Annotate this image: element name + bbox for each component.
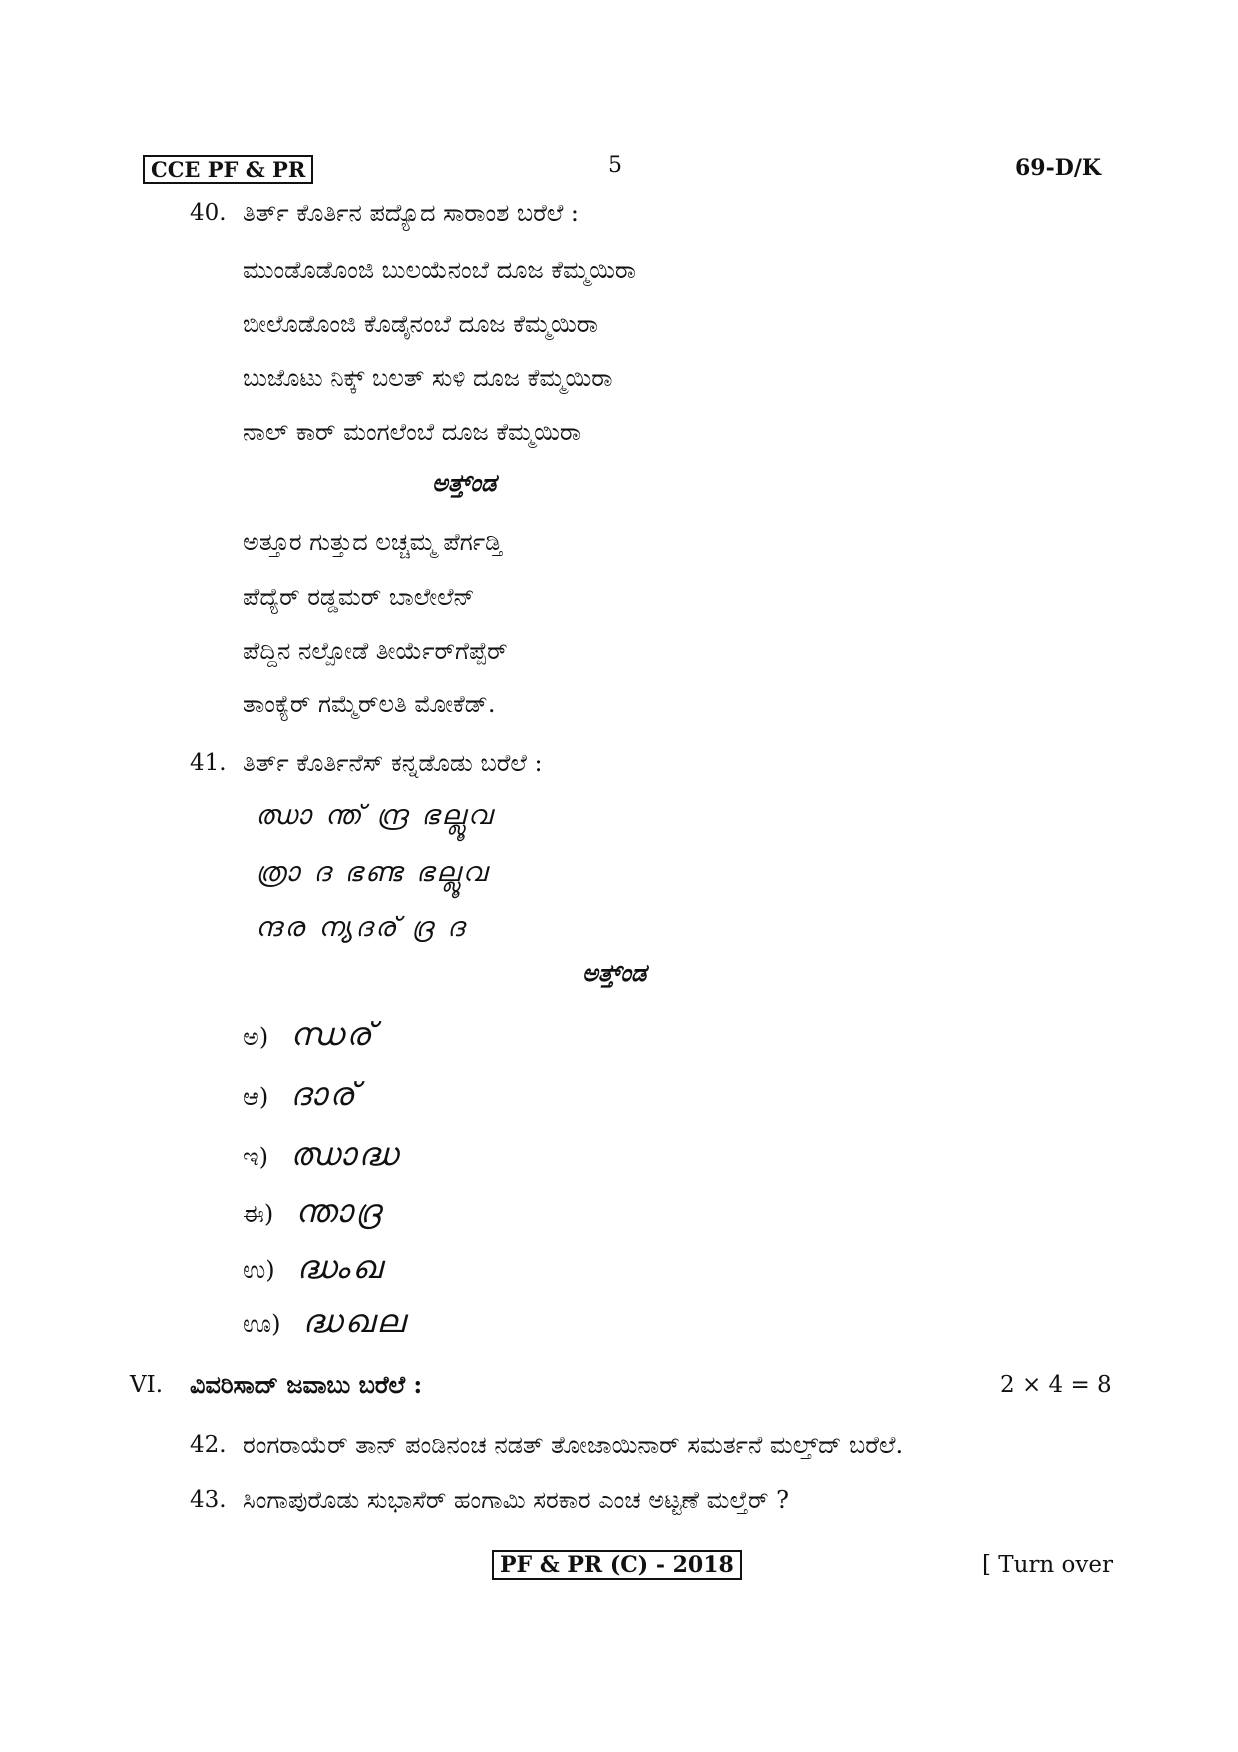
section-marks: 2 × 4 = 8 [1000,1372,1112,1398]
option-label: ಅ) [243,1023,269,1051]
option-label: ಈ) [243,1200,274,1228]
option-text: ദ്ധംഖ [296,1248,385,1286]
q40-alt-line: ಪೆದ್ದಿನ ನಲ್ಪೋಡೆ ತೀರ್ಯೆರ್‌ಗೆಪ್ಪೆರ್ [243,637,508,665]
option-text: ഝാദ്ധ [289,1135,401,1173]
q40-poem-line: ಬೀಲೊಡೊಂಜಿ ಕೊಡೈನಂಬೆ ದೂಜ ಕೆಮ್ಮಯಿರಾ [243,310,598,338]
section-roman: VI. [130,1372,164,1398]
section-title: ವಿವರಿಸಾದ್ ಜವಾಬು ಬರೆಲೆ : [190,1370,423,1399]
option-text: ദാര് [290,1075,358,1113]
paper-code: 69-D/K [1015,155,1101,181]
footer-code-box: PF & PR (C) - 2018 [492,1550,742,1580]
q41-option [243,1075,358,1114]
page-number: 5 [608,153,622,178]
option-text: ന്താദ്ര [295,1192,384,1230]
option-text: ദ്ധഖല [302,1302,407,1340]
q43-question: ಸಿಂಗಾಪುರೊಡು ಸುಭಾಸೆರ್ ಹಂಗಾಮಿ ಸರಕಾರ ಎಂಚ ಅಟ್ಟಣೆ ಮಲ್ತೆರ್ ? [243,1486,789,1514]
q41-question: ತಿರ್ತ್ ಕೊರ್ತಿನೆಸ್ ಕನ್ನಡೊಡು ಬರೆಲೆ : [243,749,543,777]
turn-over: [ Turn over [982,1552,1114,1578]
q41-option [243,1302,407,1341]
option-label: ಊ) [243,1310,281,1338]
q41-script-line: ന്ദര ന്യദര് ദ്ര ദ [255,912,467,943]
q41-option [243,1192,383,1231]
q43-number: 43. [190,1487,227,1513]
q40-poem-line: ಬುಜೊಟು ನಿಕ್ಕ್ ಬಲತ್ ಸುಳಿ ದೂಜ ಕೆಮ್ಮಯಿರಾ [243,364,613,392]
q40-or: ಅತ್ತ್ಂಡ [432,468,497,497]
q40-alt-line: ತಾಂಕ್ಯೆರ್ ಗಮ್ಮೆರ್‌ಲತಿ ಮೋಕೆಡ್. [243,690,496,718]
header-code-box: CCE PF & PR [143,155,313,184]
q41-or: ಅತ್ತ್ಂಡ [582,958,647,987]
option-label: ಉ) [243,1256,275,1284]
q40-poem-line: ನಾಲ್ ಕಾರ್ ಮಂಗಲೆಂಬೆ ದೂಜ ಕೆಮ್ಮಯಿರಾ [243,418,582,446]
option-text: ന്ധര് [290,1015,375,1053]
q40-alt-line: ಅತ್ತೂರ ಗುತ್ತುದ ಲಚ್ಚಮ್ಮ ಪೆರ್ಗಡ್ತಿ [243,528,503,556]
q41-option [243,1135,400,1174]
option-label: ಇ) [243,1143,268,1171]
q40-number: 40. [190,200,227,226]
q41-script-line: ത്രാ ദ ഭണ്ട ഭല്ലൂവ [255,857,490,888]
q42-question: ರಂಗರಾಯೆರ್ ತಾನ್ ಪಂಡಿನಂಚ ನಡತ್ ತೋಜಾಯಿನಾರ್ ಸಮರ್ತನೆ ಮಲ್ತ್‌ದ್ ಬರೆಲೆ. [243,1431,904,1459]
q42-number: 42. [190,1432,227,1458]
option-label: ಆ) [243,1083,269,1111]
q40-question: ತಿರ್ತ್ ಕೊರ್ತಿನ ಪದ್ಯೊದ ಸಾರಾಂಶ ಬರೆಲೆ : [243,199,580,227]
q40-alt-line: ಪೆದ್ಯೆರ್ ರಡ್ಡಮರ್ ಬಾಲೇಲೆನ್ [243,583,475,611]
q41-script-line: ഝാ ന്ത് ന്ദ്ര ഭല്ലൂവ [255,800,495,831]
q41-option [243,1248,384,1287]
q41-option [243,1015,375,1054]
q40-poem-line: ಮುಂಡೊಡೊಂಜಿ ಬುಲಯೆನಂಬೆ ದೂಜ ಕೆಮ್ಮಯಿರಾ [243,256,637,284]
q41-number: 41. [190,750,227,776]
